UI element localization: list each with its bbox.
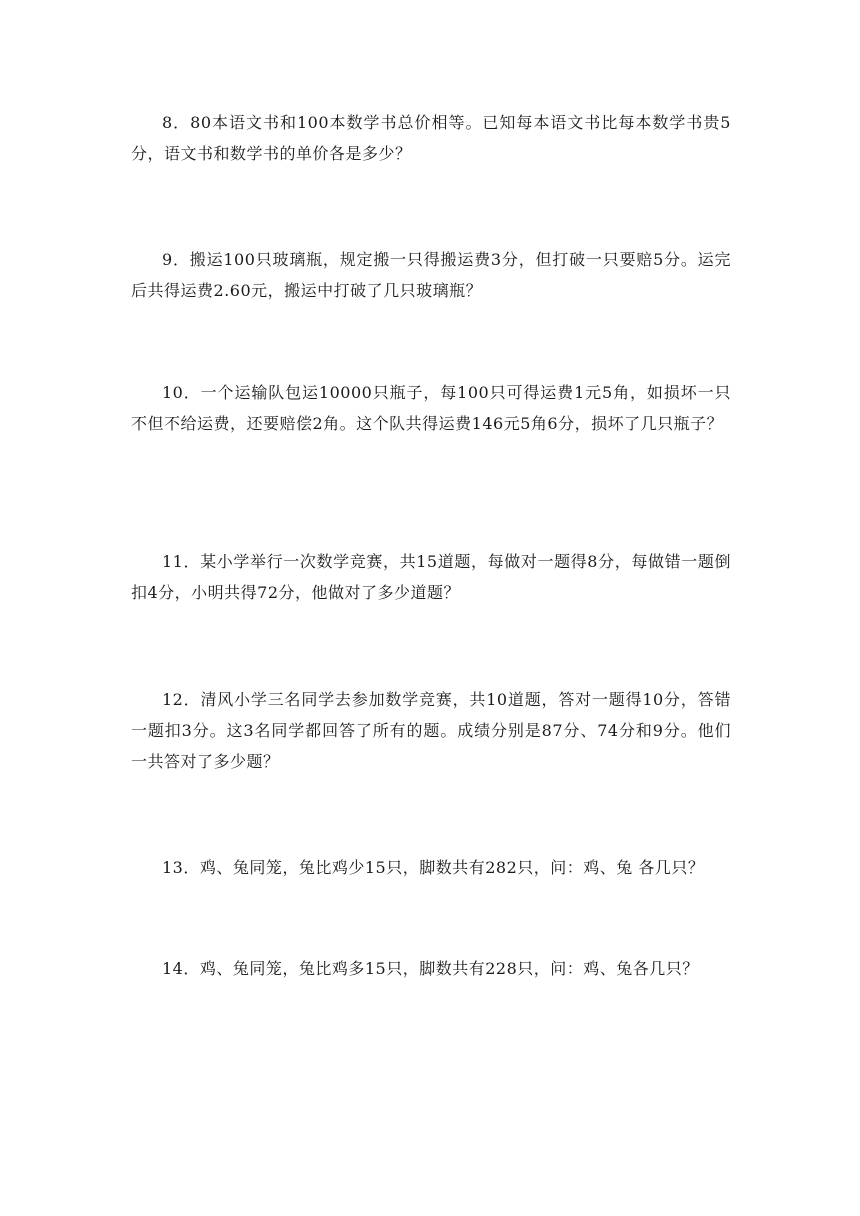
problem-number: 12．	[162, 690, 201, 709]
problem-number: 11．	[162, 552, 201, 571]
problem-text: 清风小学三名同学去参加数学竞赛，共10道题，答对一题得10分，答错一题扣3分。这3名同学都回答了所有的题。成绩分别是87分、74分和9分。他们一共答对了多少题？	[131, 690, 731, 771]
problem-13	[131, 852, 731, 883]
problem-text: 80本语文书和100本数学书总价相等。已知每本语文书比每本数学书贵5分，语文书和数学书的单价各是多少？	[131, 113, 731, 163]
problem-number: 8．	[162, 113, 191, 132]
problem-14	[131, 953, 731, 984]
problem-11	[131, 546, 731, 608]
problem-8	[131, 107, 731, 169]
problem-number: 10．	[162, 383, 201, 402]
problem-text: 一个运输队包运10000只瓶子，每100只可得运费1元5角，如损坏一只不但不给运费，还要赔偿2角。这个队共得运费146元5角6分，损坏了几只瓶子？	[131, 383, 731, 433]
problem-text: 某小学举行一次数学竞赛，共15道题，每做对一题得8分，每做错一题倒扣4分，小明共得72分，他做对了多少道题？	[131, 552, 731, 602]
problem-12	[131, 684, 731, 777]
problem-number: 14．	[162, 959, 200, 978]
problem-9	[131, 244, 731, 306]
problem-text: 鸡、兔同笼，兔比鸡少15只，脚数共有282只，问：鸡、兔 各几只？	[199, 858, 705, 877]
problem-text: 鸡、兔同笼，兔比鸡多15只，脚数共有228只，问：鸡、兔各几只？	[199, 959, 699, 978]
problem-10	[131, 377, 731, 439]
problem-number: 9．	[162, 250, 190, 269]
problem-text: 搬运100只玻璃瓶，规定搬一只得搬运费3分，但打破一只要赔5分。运完后共得运费2.60元，搬运中打破了几只玻璃瓶？	[131, 250, 731, 300]
problem-number: 13．	[162, 858, 200, 877]
